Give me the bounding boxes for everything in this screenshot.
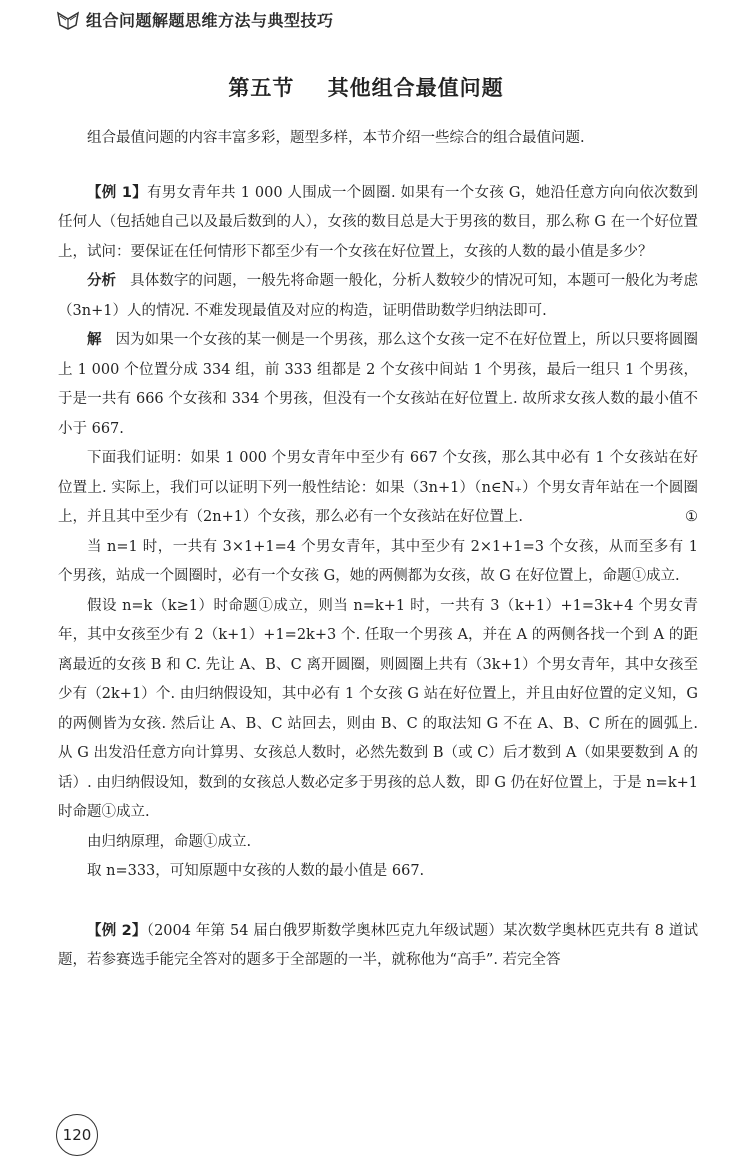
example1-problem xyxy=(58,179,698,268)
example1-solution xyxy=(58,326,698,444)
page-body xyxy=(58,124,698,976)
conclusion-induction: 由归纳原理，命题①成立. xyxy=(87,833,252,850)
example1-analysis xyxy=(58,267,698,326)
example2-tag: 【例 2】 xyxy=(87,922,147,939)
page-number: 120 xyxy=(56,1114,98,1156)
running-head xyxy=(56,6,334,32)
intro-paragraph: 组合最值问题的内容丰富多彩，题型多样，本节介绍一些综合的组合最值问题. xyxy=(87,130,585,146)
section-title: 第五节 其他组合最值问题 xyxy=(228,76,504,100)
book-title: 组合问题解题思维方法与典型技巧 xyxy=(86,10,334,30)
example2-problem xyxy=(58,917,698,976)
example1-tag: 【例 1】 xyxy=(87,184,148,201)
proof-intro xyxy=(58,444,698,533)
solution-label: 解 xyxy=(87,332,102,348)
conclusion-answer: 取 n=333，可知原题中女孩的人数的最小值是 667. xyxy=(87,863,425,879)
proposition-mark: ① xyxy=(685,509,698,525)
solution-text: 因为如果一个女孩的某一侧是一个男孩，那么这个女孩一定不在好位置上，所以只要将圆圈上 1 000 个位置分成 334 组，前 333 组都是 2 个女孩中间站 1 个男孩，最后一组只 1 个男孩，于是一共有 666 个女孩和 334 个男孩，但没有一个女孩站在好位置上. 故所求女孩人数的最小值不小于 667. xyxy=(58,332,698,437)
book-wings-logo-icon xyxy=(56,7,80,31)
analysis-label: 分析 xyxy=(87,273,117,289)
induction-step: 假设 n=k（k≥1）时命题①成立，则当 n=k+1 时，一共有 3（k+1）+1=3k+4 个男女青年，其中女孩至少有 2（k+1）+1=2k+3 个. 任取一个男孩 A，并在 A 的两侧各找一个到 A 的距离最近的女孩 B 和 C. 先让 A、B、C 离开圆圈，则圆圈上共有（3k+1）个男女青年，其中女孩至少有（2k+1）个. 由归纳假设知，其中必有 1 个女孩 G 站在好位置上，并且由好位置的定义知，G 的两侧皆为女孩. 然后让 A、B、C 站回去，则由 B、C 的取法知 G 不在 A、B、C 所在的圆弧上. 从 G 出发沿任意方向计算男、女孩总人数时，必然先数到 B（或 C）后才数到 A（如果要数到 A 的话）. 由归纳假设知，数到的女孩总人数必定多于男孩的总人数，即 G 仍在好位置上，于是 n=k+1 时命题①成立. xyxy=(58,597,698,820)
proof-intro-text: 下面我们证明：如果 1 000 个男女青年中至少有 667 个女孩，那么其中必有 1 个女孩站在好位置上. 实际上，我们可以证明下列一般性结论：如果（3n+1）（n∈N₊）个男女青年站在一个圆圈上，并且其中至少有（2n+1）个女孩，那么必有一个女孩站在好位置上. xyxy=(58,450,698,525)
example1-problem-text: 有男女青年共 1 000 人围成一个圆圈. 如果有一个女孩 G，她沿任意方向向依次数到任何人（包括她自己以及最后数到的人），女孩的数目总是大于男孩的数目，那么称 G 在一个好位置上，试问：要保证在任何情形下都至少有一个女孩在好位置上，女孩的人数的最小值是多少？ xyxy=(58,184,698,260)
analysis-text: 具体数字的问题，一般先将命题一般化，分析人数较少的情况可知，本题可一般化为考虑（3n+1）人的情况. 不难发现最值及对应的构造，证明借助数学归纳法即可. xyxy=(58,273,698,319)
base-case: 当 n=1 时，一共有 3×1+1=4 个男女青年，其中至少有 2×1+1=3 个女孩，从而至多有 1 个男孩，站成一个圆圈时，必有一个女孩 G，她的两侧都为女孩，故 G 在好位置上，命题①成立. xyxy=(58,538,698,584)
example2-problem-text: （2004 年第 54 届白俄罗斯数学奥林匹克九年级试题）某次数学奥林匹克共有 8 道试题，若参赛选手能完全答对的题多于全部题的一半，就称他为“高手”. 若完全答 xyxy=(58,922,699,968)
